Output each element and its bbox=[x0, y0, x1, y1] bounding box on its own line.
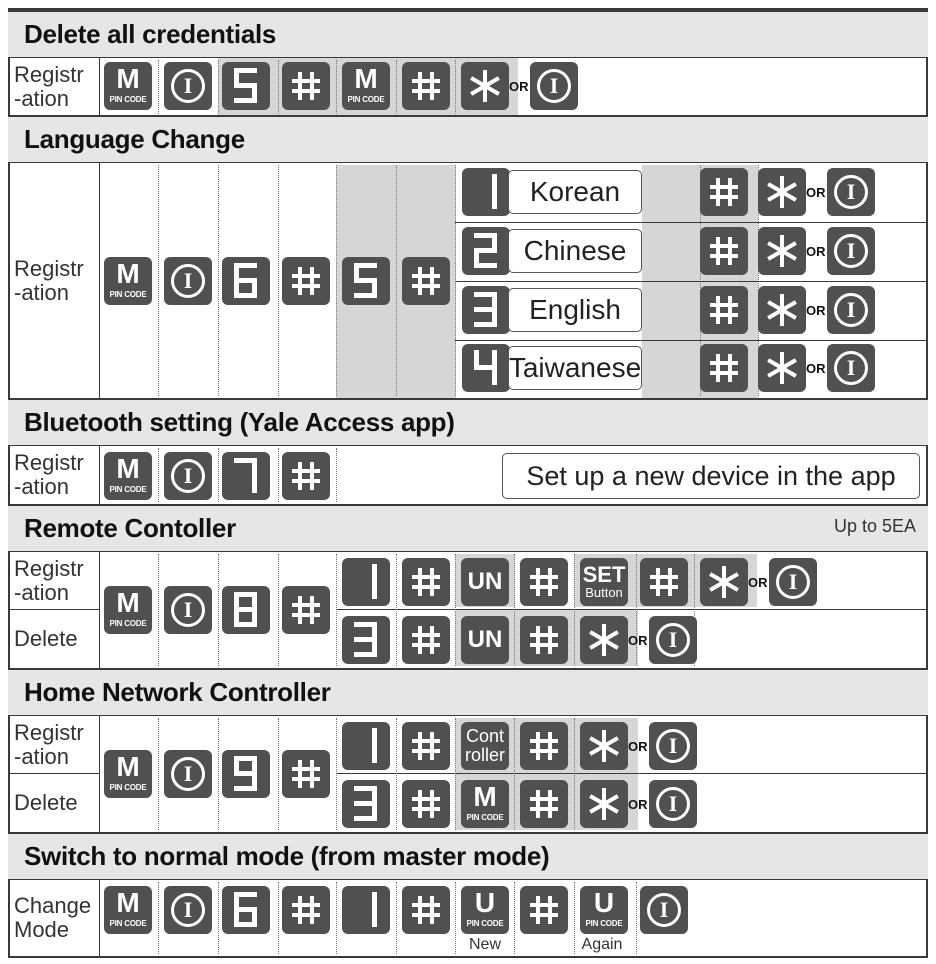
enter-key[interactable] bbox=[827, 344, 875, 392]
digit-key-icon bbox=[228, 587, 264, 633]
key-sublabel: PIN CODE bbox=[347, 95, 385, 104]
column-divider bbox=[336, 554, 337, 666]
hash-key-icon bbox=[409, 69, 443, 103]
hash-key-icon bbox=[707, 351, 741, 385]
hash-key[interactable] bbox=[402, 558, 450, 606]
section-header bbox=[8, 504, 928, 552]
row-divider bbox=[455, 281, 928, 282]
enter-key[interactable] bbox=[164, 750, 212, 798]
column-divider bbox=[514, 882, 515, 954]
enter-key[interactable] bbox=[164, 452, 212, 500]
hash-key[interactable] bbox=[640, 558, 688, 606]
column-divider bbox=[396, 165, 397, 396]
column-divider bbox=[574, 718, 575, 830]
or-label: OR bbox=[806, 244, 826, 259]
key-letter: M bbox=[116, 258, 140, 289]
hash-key-icon bbox=[707, 175, 741, 209]
column-divider bbox=[336, 882, 337, 954]
star-key-icon bbox=[764, 350, 800, 386]
again-caption: Again bbox=[581, 936, 623, 953]
column-divider bbox=[218, 165, 219, 396]
column-divider bbox=[455, 554, 456, 666]
key-letter: M bbox=[473, 781, 497, 812]
column-divider bbox=[574, 554, 575, 666]
digit-key-icon bbox=[228, 258, 264, 304]
section-title: Home Network Controller bbox=[24, 677, 331, 707]
column-divider bbox=[278, 165, 279, 396]
section-header bbox=[8, 115, 928, 163]
hash-key[interactable] bbox=[402, 257, 450, 305]
column-divider bbox=[158, 165, 159, 396]
controller-key[interactable]: Cont roller bbox=[461, 722, 509, 770]
enter-circle-icon: I bbox=[171, 264, 205, 298]
m-pin-key[interactable] bbox=[104, 886, 152, 934]
enter-key[interactable] bbox=[164, 586, 212, 634]
hash-key[interactable] bbox=[282, 62, 330, 110]
hash-key-icon bbox=[707, 293, 741, 327]
hash-key[interactable] bbox=[282, 452, 330, 500]
section-note: Up to 5EA bbox=[833, 516, 916, 536]
m-pin-key[interactable] bbox=[461, 780, 509, 828]
star-key-icon bbox=[764, 174, 800, 210]
enter-key[interactable] bbox=[164, 886, 212, 934]
language-option: Korean bbox=[508, 170, 642, 214]
key-letter: U bbox=[593, 887, 615, 918]
star-key[interactable] bbox=[700, 558, 748, 606]
column-divider bbox=[396, 718, 397, 830]
column-divider bbox=[218, 718, 219, 830]
m-pin-key[interactable] bbox=[104, 452, 152, 500]
digit-key-3[interactable] bbox=[462, 286, 510, 334]
hash-key-icon bbox=[289, 593, 323, 627]
enter-circle-icon: I bbox=[834, 351, 868, 385]
hash-key-icon bbox=[409, 893, 443, 927]
hash-key-icon bbox=[527, 623, 561, 657]
key-letter: M bbox=[116, 63, 140, 94]
digit-key-icon bbox=[228, 453, 264, 499]
or-label: OR bbox=[806, 303, 826, 318]
enter-key[interactable] bbox=[530, 62, 578, 110]
digit-key-icon bbox=[468, 169, 504, 215]
row-label: Registr -ation bbox=[10, 552, 100, 610]
column-divider bbox=[158, 60, 159, 114]
row-divider bbox=[336, 609, 928, 610]
enter-circle-icon: I bbox=[171, 757, 205, 791]
star-key-icon bbox=[764, 233, 800, 269]
m-pin-key[interactable] bbox=[104, 62, 152, 110]
column-divider bbox=[278, 448, 279, 502]
column-divider bbox=[158, 448, 159, 502]
enter-circle-icon: I bbox=[171, 459, 205, 493]
or-label: OR bbox=[628, 739, 648, 754]
digit-key-1[interactable] bbox=[342, 886, 390, 934]
hash-key-icon bbox=[527, 787, 561, 821]
hash-key-icon bbox=[409, 264, 443, 298]
digit-key-6[interactable] bbox=[222, 886, 270, 934]
column-divider bbox=[218, 448, 219, 502]
row-divider bbox=[10, 773, 100, 774]
enter-circle-icon: I bbox=[776, 565, 810, 599]
or-label: OR bbox=[806, 361, 826, 376]
enter-circle-icon: I bbox=[656, 623, 690, 657]
digit-key-icon bbox=[348, 617, 384, 663]
column-divider bbox=[336, 448, 337, 502]
hash-key-icon bbox=[409, 729, 443, 763]
key-sublabel: PIN CODE bbox=[109, 290, 147, 299]
language-option: English bbox=[508, 288, 642, 332]
enter-key[interactable] bbox=[649, 616, 697, 664]
digit-key-icon bbox=[228, 751, 264, 797]
star-key[interactable] bbox=[580, 780, 628, 828]
un-key[interactable]: UN bbox=[461, 558, 509, 606]
row-label: Change Mode bbox=[10, 880, 100, 956]
row-label: Delete bbox=[10, 774, 100, 832]
digit-key-4[interactable] bbox=[462, 344, 510, 392]
m-pin-key[interactable] bbox=[104, 257, 152, 305]
un-key[interactable]: UN bbox=[461, 616, 509, 664]
section-title: Switch to normal mode (from master mode) bbox=[24, 841, 550, 871]
hash-key[interactable] bbox=[402, 62, 450, 110]
key-sublabel: PIN CODE bbox=[109, 485, 147, 494]
star-key-icon bbox=[764, 292, 800, 328]
digit-key-1[interactable] bbox=[342, 558, 390, 606]
digit-key-3[interactable] bbox=[342, 780, 390, 828]
star-key[interactable] bbox=[758, 227, 806, 275]
or-label: OR bbox=[806, 185, 826, 200]
column-divider bbox=[396, 882, 397, 954]
enter-circle-icon: I bbox=[656, 787, 690, 821]
column-divider bbox=[218, 60, 219, 114]
or-label: OR bbox=[628, 633, 648, 648]
row-divider bbox=[10, 609, 100, 610]
star-key[interactable] bbox=[580, 616, 628, 664]
column-divider bbox=[158, 882, 159, 954]
bluetooth-instruction: Set up a new device in the app bbox=[502, 453, 920, 499]
enter-circle-icon: I bbox=[171, 893, 205, 927]
set-button-key[interactable]: SET Button bbox=[580, 558, 628, 606]
digit-key-7[interactable] bbox=[222, 452, 270, 500]
digit-key-2[interactable] bbox=[462, 227, 510, 275]
column-divider bbox=[158, 554, 159, 666]
digit-key-8[interactable] bbox=[222, 586, 270, 634]
digit-key-6[interactable] bbox=[222, 257, 270, 305]
hash-key[interactable] bbox=[520, 616, 568, 664]
key-sublabel: PIN CODE bbox=[109, 95, 147, 104]
star-key[interactable] bbox=[758, 168, 806, 216]
hash-key[interactable] bbox=[282, 750, 330, 798]
hash-key[interactable] bbox=[282, 586, 330, 634]
hash-key[interactable] bbox=[700, 344, 748, 392]
digit-key-1[interactable] bbox=[462, 168, 510, 216]
hash-key[interactable] bbox=[282, 257, 330, 305]
hash-key[interactable] bbox=[402, 616, 450, 664]
column-divider bbox=[158, 718, 159, 830]
section-title: Bluetooth setting (Yale Access app) bbox=[24, 407, 455, 437]
hash-key-icon bbox=[409, 623, 443, 657]
column-divider bbox=[278, 718, 279, 830]
row-label: Registr -ation bbox=[10, 716, 100, 774]
enter-key[interactable] bbox=[649, 722, 697, 770]
hash-key[interactable] bbox=[402, 722, 450, 770]
row-divider bbox=[455, 340, 928, 341]
enter-key[interactable] bbox=[769, 558, 817, 606]
row-divider bbox=[455, 222, 928, 223]
key-letter: M bbox=[116, 887, 140, 918]
star-key-icon bbox=[586, 786, 622, 822]
u-pin-key[interactable] bbox=[580, 886, 628, 934]
hash-key-icon bbox=[289, 69, 323, 103]
star-key-icon bbox=[586, 728, 622, 764]
m-pin-key[interactable] bbox=[104, 750, 152, 798]
key-sublabel: PIN CODE bbox=[109, 919, 147, 928]
hash-key-icon bbox=[707, 234, 741, 268]
hash-key-icon bbox=[647, 565, 681, 599]
key-sublabel: PIN CODE bbox=[109, 783, 147, 792]
digit-key-icon bbox=[348, 559, 384, 605]
row-label: Registr -ation bbox=[10, 58, 100, 115]
hash-key-icon bbox=[409, 565, 443, 599]
enter-circle-icon: I bbox=[171, 69, 205, 103]
hash-key[interactable] bbox=[520, 886, 568, 934]
column-divider bbox=[336, 718, 337, 830]
hash-key[interactable] bbox=[700, 227, 748, 275]
key-letter: U bbox=[474, 887, 496, 918]
column-divider bbox=[336, 60, 337, 114]
section-header bbox=[8, 668, 928, 716]
section-header bbox=[8, 10, 928, 58]
digit-key-3[interactable] bbox=[342, 616, 390, 664]
column-divider bbox=[336, 165, 337, 396]
enter-key[interactable] bbox=[827, 168, 875, 216]
hash-key[interactable] bbox=[282, 886, 330, 934]
digit-key-icon bbox=[348, 723, 384, 769]
column-divider bbox=[636, 882, 637, 954]
digit-key-icon bbox=[348, 887, 384, 933]
column-divider bbox=[218, 882, 219, 954]
enter-circle-icon: I bbox=[656, 729, 690, 763]
column-divider bbox=[278, 882, 279, 954]
hash-key[interactable] bbox=[520, 558, 568, 606]
enter-circle-icon: I bbox=[834, 293, 868, 327]
row-label: Delete bbox=[10, 610, 100, 668]
hash-key-icon bbox=[289, 459, 323, 493]
m-pin-key[interactable] bbox=[342, 62, 390, 110]
hash-key[interactable] bbox=[700, 286, 748, 334]
enter-circle-icon: I bbox=[834, 234, 868, 268]
key-letter: M bbox=[354, 63, 378, 94]
key-sublabel: PIN CODE bbox=[109, 619, 147, 628]
row-label: Registr -ation bbox=[10, 163, 100, 398]
hash-key-icon bbox=[289, 757, 323, 791]
hash-key[interactable] bbox=[520, 722, 568, 770]
star-key-icon bbox=[706, 564, 742, 600]
digit-key-icon bbox=[468, 345, 504, 391]
star-key[interactable] bbox=[461, 62, 509, 110]
star-key[interactable] bbox=[580, 722, 628, 770]
digit-key-5[interactable] bbox=[222, 62, 270, 110]
key-sublabel: PIN CODE bbox=[585, 919, 623, 928]
new-caption: New bbox=[468, 936, 501, 953]
enter-key[interactable] bbox=[640, 886, 688, 934]
enter-key[interactable] bbox=[827, 227, 875, 275]
or-label: OR bbox=[628, 797, 648, 812]
digit-key-icon bbox=[348, 258, 384, 304]
enter-circle-icon: I bbox=[171, 593, 205, 627]
row-divider bbox=[336, 773, 928, 774]
row-label: Registr -ation bbox=[10, 446, 100, 504]
column-divider bbox=[455, 718, 456, 830]
hash-key[interactable] bbox=[700, 168, 748, 216]
section-header bbox=[8, 398, 928, 446]
enter-key[interactable] bbox=[164, 257, 212, 305]
section-title: Remote Contoller bbox=[24, 513, 236, 543]
enter-circle-icon: I bbox=[834, 175, 868, 209]
column-divider bbox=[278, 554, 279, 666]
hash-key[interactable] bbox=[402, 780, 450, 828]
digit-key-9[interactable] bbox=[222, 750, 270, 798]
star-key[interactable] bbox=[758, 344, 806, 392]
digit-key-icon bbox=[348, 781, 384, 827]
digit-key-icon bbox=[468, 287, 504, 333]
column-divider bbox=[218, 554, 219, 666]
column-divider bbox=[455, 882, 456, 954]
digit-key-icon bbox=[228, 63, 264, 109]
hash-key[interactable] bbox=[520, 780, 568, 828]
star-key[interactable] bbox=[758, 286, 806, 334]
digit-key-icon bbox=[228, 887, 264, 933]
hash-key-icon bbox=[527, 893, 561, 927]
column-divider bbox=[396, 554, 397, 666]
digit-key-1[interactable] bbox=[342, 722, 390, 770]
column-divider bbox=[514, 718, 515, 830]
or-label: OR bbox=[748, 575, 768, 590]
hash-key[interactable] bbox=[402, 886, 450, 934]
m-pin-key[interactable] bbox=[104, 586, 152, 634]
hash-key-icon bbox=[289, 893, 323, 927]
digit-key-5[interactable] bbox=[342, 257, 390, 305]
star-key-icon bbox=[586, 622, 622, 658]
column-divider bbox=[514, 554, 515, 666]
section-title: Delete all credentials bbox=[24, 19, 277, 49]
u-pin-key[interactable] bbox=[461, 886, 509, 934]
hash-key-icon bbox=[527, 565, 561, 599]
key-letter: M bbox=[116, 587, 140, 618]
enter-circle-icon: I bbox=[647, 893, 681, 927]
column-divider bbox=[278, 60, 279, 114]
enter-circle-icon: I bbox=[537, 69, 571, 103]
key-letter: M bbox=[116, 453, 140, 484]
hash-key-icon bbox=[527, 729, 561, 763]
key-letter: M bbox=[116, 751, 140, 782]
enter-key[interactable] bbox=[164, 62, 212, 110]
star-key-icon bbox=[467, 68, 503, 104]
section-title: Language Change bbox=[24, 124, 245, 154]
language-option: Taiwanese bbox=[508, 346, 642, 390]
hash-key-icon bbox=[289, 264, 323, 298]
language-option: Chinese bbox=[508, 229, 642, 273]
column-divider bbox=[636, 554, 637, 666]
section-header bbox=[8, 832, 928, 880]
key-sublabel: PIN CODE bbox=[466, 919, 504, 928]
column-divider bbox=[455, 60, 456, 114]
hash-key-icon bbox=[409, 787, 443, 821]
or-label: OR bbox=[509, 79, 529, 94]
column-divider bbox=[396, 60, 397, 114]
enter-key[interactable] bbox=[649, 780, 697, 828]
enter-key[interactable] bbox=[827, 286, 875, 334]
key-sublabel: PIN CODE bbox=[466, 813, 504, 822]
digit-key-icon bbox=[468, 228, 504, 274]
column-divider bbox=[574, 882, 575, 954]
